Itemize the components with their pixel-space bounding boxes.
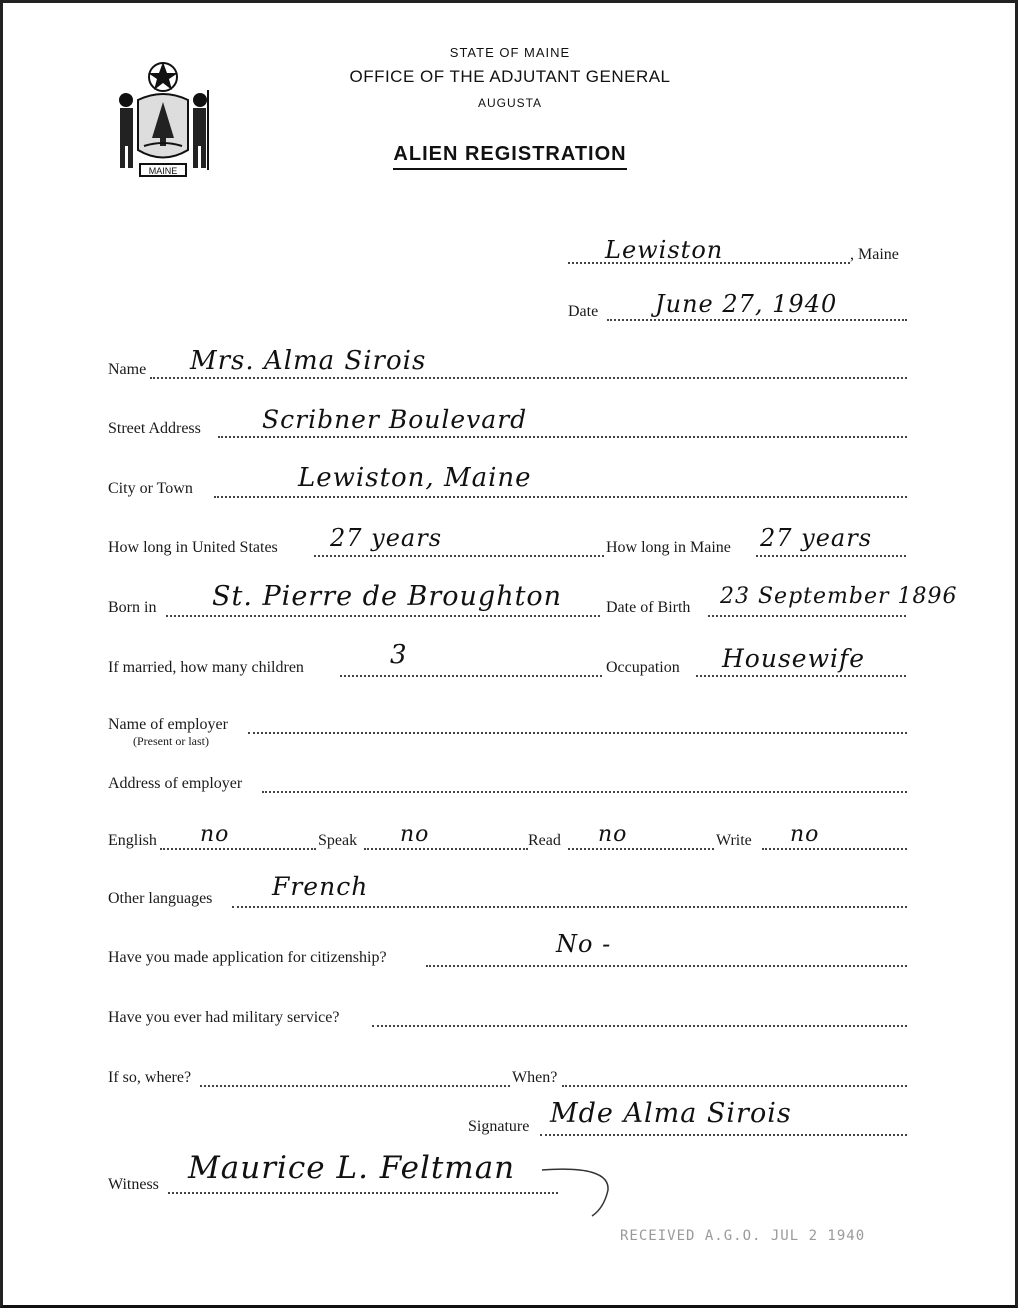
date-value[interactable]: June 27, 1940	[655, 290, 838, 318]
name-value[interactable]: Mrs. Alma Sirois	[190, 346, 427, 376]
received-stamp: RECEIVED A.G.O. JUL 2 1940	[620, 1228, 866, 1244]
witness-line	[168, 1192, 558, 1194]
employer-line[interactable]	[248, 732, 907, 734]
maine-years-line	[756, 555, 906, 557]
seal-text: MAINE	[148, 166, 178, 176]
other-languages-value[interactable]: French	[272, 872, 369, 901]
dob-line	[708, 615, 906, 617]
dob-value[interactable]: 23 September 1896	[720, 584, 958, 609]
english-line	[160, 848, 316, 850]
us-years-line	[314, 555, 604, 557]
employer-address-line[interactable]	[262, 791, 907, 793]
employer-sublabel: (Present or last)	[133, 734, 209, 748]
signature-line	[540, 1134, 907, 1136]
other-languages-label: Other languages	[108, 890, 213, 907]
occupation-label: Occupation	[606, 659, 680, 676]
name-line	[150, 377, 907, 379]
write-value[interactable]: no	[790, 822, 820, 847]
date-label: Date	[568, 303, 599, 320]
occupation-value[interactable]: Housewife	[722, 644, 866, 673]
employer-address-label: Address of employer	[108, 775, 243, 792]
born-in-value[interactable]: St. Pierre de Broughton	[212, 581, 563, 612]
when-line[interactable]	[562, 1085, 907, 1087]
children-label: If married, how many children	[108, 659, 304, 676]
speak-value[interactable]: no	[400, 822, 430, 847]
street-label: Street Address	[108, 420, 201, 437]
name-label: Name	[108, 361, 147, 378]
city-value[interactable]: Lewiston, Maine	[298, 463, 532, 493]
maine-label: , Maine	[850, 246, 899, 263]
children-line	[340, 675, 602, 677]
speak-line	[364, 848, 528, 850]
maine-years-value[interactable]: 27 years	[760, 524, 873, 552]
english-label: English	[108, 832, 157, 849]
read-value[interactable]: no	[598, 822, 628, 847]
witness-value[interactable]: Maurice L. Feltman	[188, 1150, 516, 1186]
signature-label: Signature	[468, 1118, 530, 1135]
state-seal-icon	[108, 60, 218, 180]
signature-value[interactable]: Mde Alma Sirois	[550, 1098, 792, 1129]
born-in-label: Born in	[108, 599, 157, 616]
city-line	[214, 496, 907, 498]
military-line[interactable]	[372, 1025, 907, 1027]
street-value[interactable]: Scribner Boulevard	[262, 405, 528, 434]
children-value[interactable]: 3	[390, 640, 408, 670]
header-office: OFFICE OF THE ADJUTANT GENERAL	[349, 67, 671, 86]
city-label: City or Town	[108, 480, 193, 497]
citizenship-line	[426, 965, 907, 967]
read-label: Read	[528, 832, 561, 849]
read-line	[568, 848, 714, 850]
born-in-line	[166, 615, 600, 617]
citizenship-label: Have you made application for citizenship?	[108, 949, 387, 966]
signature-flourish-icon	[540, 1160, 620, 1220]
us-years-value[interactable]: 27 years	[330, 524, 443, 552]
english-value[interactable]: no	[200, 822, 230, 847]
witness-label: Witness	[108, 1176, 159, 1193]
street-line	[218, 436, 907, 438]
write-label: Write	[716, 832, 752, 849]
form-title	[300, 143, 720, 166]
where-label: If so, where?	[108, 1069, 192, 1086]
write-line	[762, 848, 907, 850]
maine-years-label: How long in Maine	[606, 539, 731, 556]
header-city: AUGUSTA	[477, 96, 543, 110]
other-languages-line	[232, 906, 907, 908]
military-label: Have you ever had military service?	[108, 1009, 340, 1026]
town-value: Lewiston	[605, 236, 724, 264]
citizenship-value[interactable]: No -	[556, 930, 612, 958]
occupation-line	[696, 675, 906, 677]
where-line[interactable]	[200, 1085, 510, 1087]
date-line	[607, 319, 907, 321]
form-title-text: ALIEN REGISTRATION	[393, 143, 626, 170]
speak-label: Speak	[318, 832, 358, 849]
dob-label: Date of Birth	[606, 599, 691, 616]
header-state: STATE OF MAINE	[449, 45, 571, 60]
employer-label: Name of employer	[108, 716, 228, 733]
when-label: When?	[512, 1069, 558, 1086]
us-years-label: How long in United States	[108, 539, 278, 556]
